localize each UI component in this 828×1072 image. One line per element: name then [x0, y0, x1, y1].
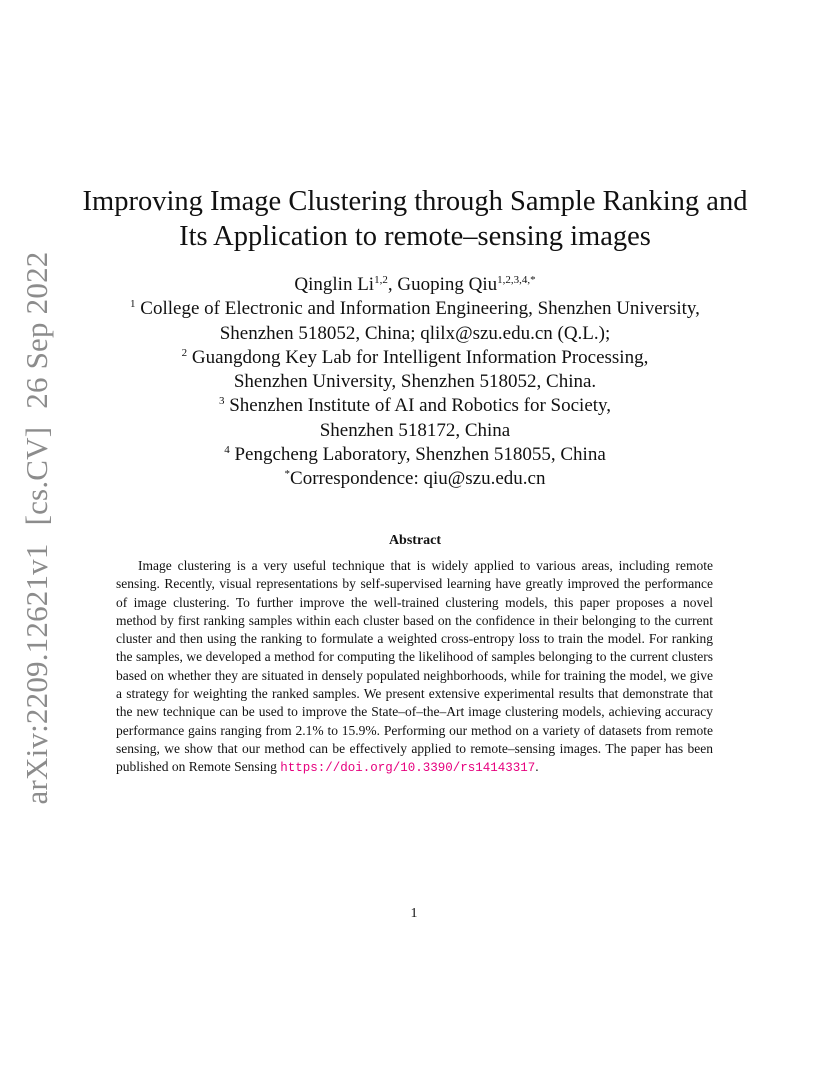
affiliation-2-text: Guangdong Key Lab for Intelligent Information Processing,: [187, 346, 649, 368]
affiliation-1-text: College of Electronic and Information Engineering, Shenzhen University,: [135, 298, 700, 320]
author-names: [70, 273, 760, 297]
affiliation-2-marker: 2: [181, 346, 188, 359]
arxiv-id: arXiv:2209.12621v1: [19, 543, 54, 805]
author-1-affiliation-marks: 1,2: [374, 274, 388, 286]
affiliation-3-text: Shenzhen Institute of AI and Robotics for Society,: [224, 395, 612, 417]
arxiv-date: 26 Sep 2022: [19, 251, 54, 409]
doi-link[interactable]: https://doi.org/10.3390/rs14143317: [280, 761, 536, 776]
arxiv-category: [cs.CV]: [19, 426, 54, 526]
author-2-affiliation-marks: 1,2,3,4,*: [497, 274, 536, 286]
affiliation-1-line-2: Shenzhen 518052, China; qlilx@szu.edu.cn (Q.L.);: [219, 322, 611, 344]
affiliation-1-line-1: [70, 297, 760, 321]
abstract-text: Image clustering is a very useful technique that is widely applied to various areas, including remote sensing. Recently, visual representations by self-supervised learning have greatly improved the performance of image clustering. To further improve the well-trained clustering models, this paper proposes a novel method by first ranking samples within each cluster based on the confidence in their belonging to the current cluster and then using the ranking to formulate a weighted cross-entropy loss to train the model. For ranking the samples, we developed a method for computing the likelihood of samples belonging to the current clusters based on whether they are situated in densely populated neighborhoods, while for training the model, we give a strategy for weighting the ranked samples. We present extensive experimental results that demonstrate that the new technique can be used to improve the State–of–the–Art image clustering models, achieving accuracy performance gains ranging from 2.1% to 15.9%. Performing our method on a variety of datasets from remote sensing, we show that our method can be effectively applied to remote–sensing images. The paper has been published on Remote Sensing: [116, 558, 713, 775]
affiliation-2-line-2: Shenzhen University, Shenzhen 518052, China.: [233, 371, 597, 393]
affiliation-3-line-2: Shenzhen 518172, China: [319, 419, 511, 441]
abstract-heading: Abstract: [388, 533, 442, 548]
paper-title: [70, 184, 760, 254]
author-separator: ,: [387, 274, 398, 295]
correspondence-line: [70, 467, 760, 491]
affiliation-1-marker: 1: [130, 298, 136, 311]
title-line-2: Its Application to remote–sensing images: [179, 221, 651, 252]
correspondence-marker: *: [284, 468, 291, 481]
author-1-name: Qinglin Li: [294, 274, 375, 295]
abstract-body: [116, 557, 713, 778]
affiliation-4-marker: 4: [224, 444, 230, 457]
affiliation-4-text: Pengcheng Laboratory, Shenzhen 518055, China: [229, 444, 606, 466]
affiliation-4-line-1: [70, 443, 760, 467]
title-line-1: Improving Image Clustering through Sample Ranking and: [82, 186, 748, 217]
arxiv-identifier-stamp: [19, 252, 55, 805]
abstract-end-period: .: [535, 759, 539, 775]
affiliation-3-line-1: [70, 394, 760, 418]
author-2-name: Guoping Qiu: [397, 274, 498, 295]
page-number: 1: [410, 906, 418, 921]
affiliation-2-line-1: [70, 346, 760, 370]
correspondence-text: Correspondence: qiu@szu.edu.cn: [290, 468, 546, 490]
affiliation-3-marker: 3: [218, 395, 225, 408]
author-block: [70, 273, 760, 492]
